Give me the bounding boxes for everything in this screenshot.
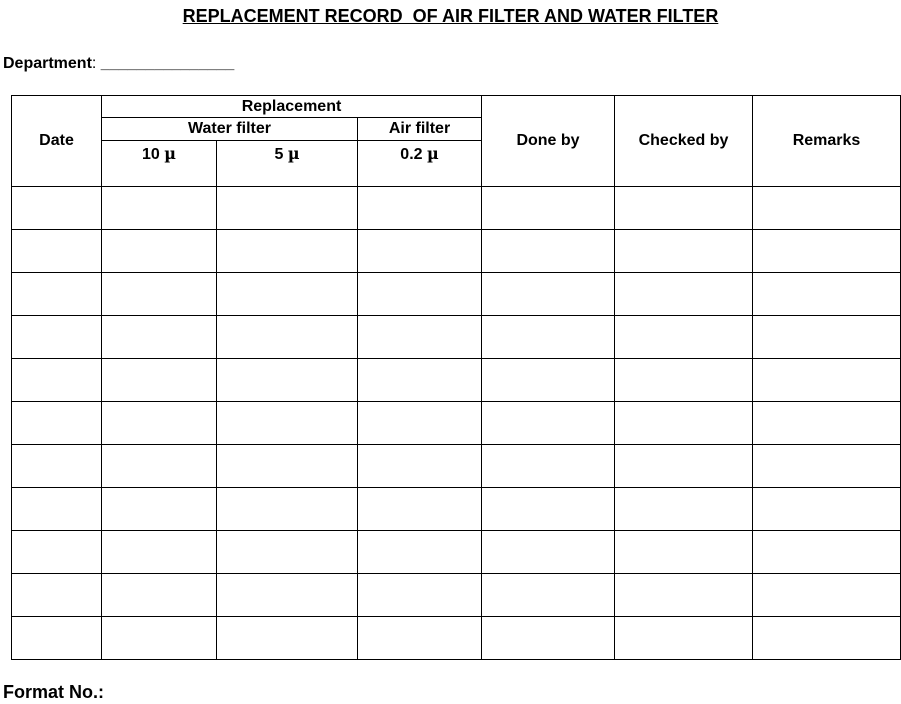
water-5-cell[interactable]: [217, 316, 358, 359]
done-by-cell[interactable]: [482, 617, 615, 660]
water-5-cell[interactable]: [217, 445, 358, 488]
remarks-cell[interactable]: [753, 574, 901, 617]
header-row-1: [12, 96, 901, 118]
air-0-2-cell[interactable]: [358, 359, 482, 402]
checked-by-cell[interactable]: [615, 531, 753, 574]
header-air-filter: Air filter: [358, 118, 482, 141]
header-date: Date: [12, 96, 102, 187]
checked-by-cell[interactable]: [615, 617, 753, 660]
date-cell[interactable]: [12, 316, 102, 359]
table-row: [12, 445, 901, 488]
date-cell[interactable]: [12, 359, 102, 402]
header-water-5-micron: [217, 141, 358, 187]
date-cell[interactable]: [12, 273, 102, 316]
table-row: [12, 316, 901, 359]
table-row: [12, 187, 901, 230]
air-0-2-value: 0.2: [400, 146, 427, 163]
remarks-cell[interactable]: [753, 402, 901, 445]
water-5-cell[interactable]: [217, 488, 358, 531]
checked-by-cell[interactable]: [615, 359, 753, 402]
header-air-0-2-micron: [358, 141, 482, 187]
water-10-value: 10: [142, 146, 165, 163]
header-water-filter: Water filter: [102, 118, 358, 141]
table-row: [12, 531, 901, 574]
remarks-cell[interactable]: [753, 617, 901, 660]
format-number-label: Format No.:: [3, 682, 104, 702]
remarks-cell[interactable]: [753, 445, 901, 488]
date-cell[interactable]: [12, 445, 102, 488]
water-5-cell[interactable]: [217, 187, 358, 230]
water-10-cell[interactable]: [102, 316, 217, 359]
table-row: [12, 617, 901, 660]
air-0-2-cell[interactable]: [358, 617, 482, 660]
water-5-cell[interactable]: [217, 531, 358, 574]
remarks-cell[interactable]: [753, 273, 901, 316]
water-10-cell[interactable]: [102, 402, 217, 445]
micron-symbol: µ: [287, 144, 300, 163]
air-0-2-cell[interactable]: [358, 574, 482, 617]
done-by-cell[interactable]: [482, 187, 615, 230]
department-label: Department: [3, 55, 92, 72]
remarks-cell[interactable]: [753, 488, 901, 531]
air-0-2-cell[interactable]: [358, 445, 482, 488]
date-cell[interactable]: [12, 574, 102, 617]
water-10-cell[interactable]: [102, 488, 217, 531]
air-0-2-cell[interactable]: [358, 187, 482, 230]
done-by-cell[interactable]: [482, 445, 615, 488]
checked-by-cell[interactable]: [615, 488, 753, 531]
water-10-cell[interactable]: [102, 445, 217, 488]
date-cell[interactable]: [12, 531, 102, 574]
checked-by-cell[interactable]: [615, 316, 753, 359]
air-0-2-cell[interactable]: [358, 531, 482, 574]
table-row: [12, 273, 901, 316]
water-5-cell[interactable]: [217, 359, 358, 402]
header-water-10-micron: [102, 141, 217, 187]
water-5-cell[interactable]: [217, 617, 358, 660]
air-0-2-cell[interactable]: [358, 488, 482, 531]
document-title: REPLACEMENT RECORD OF AIR FILTER AND WATER FILTER: [182, 6, 719, 26]
replacement-record-table: [11, 95, 901, 660]
department-line: [3, 55, 234, 73]
done-by-cell[interactable]: [482, 359, 615, 402]
water-5-cell[interactable]: [217, 273, 358, 316]
air-0-2-cell[interactable]: [358, 316, 482, 359]
water-10-cell[interactable]: [102, 617, 217, 660]
remarks-cell[interactable]: [753, 230, 901, 273]
done-by-cell[interactable]: [482, 574, 615, 617]
date-cell[interactable]: [12, 230, 102, 273]
done-by-cell[interactable]: [482, 316, 615, 359]
header-done-by: Done by: [482, 96, 615, 187]
water-10-cell[interactable]: [102, 531, 217, 574]
remarks-cell[interactable]: [753, 316, 901, 359]
header-replacement: Replacement: [102, 96, 482, 118]
air-0-2-cell[interactable]: [358, 273, 482, 316]
micron-symbol: µ: [164, 144, 176, 163]
water-10-cell[interactable]: [102, 574, 217, 617]
remarks-cell[interactable]: [753, 187, 901, 230]
checked-by-cell[interactable]: [615, 187, 753, 230]
header-checked-by: Checked by: [615, 96, 753, 187]
micron-symbol: µ: [426, 144, 439, 163]
table-row: [12, 230, 901, 273]
department-blank: _______________: [96, 55, 235, 72]
water-5-cell[interactable]: [217, 230, 358, 273]
date-cell[interactable]: [12, 617, 102, 660]
water-10-cell[interactable]: [102, 273, 217, 316]
water-10-cell[interactable]: [102, 359, 217, 402]
date-cell[interactable]: [12, 488, 102, 531]
checked-by-cell[interactable]: [615, 273, 753, 316]
checked-by-cell[interactable]: [615, 230, 753, 273]
air-0-2-cell[interactable]: [358, 402, 482, 445]
water-5-cell[interactable]: [217, 402, 358, 445]
water-10-cell[interactable]: [102, 187, 217, 230]
date-cell[interactable]: [12, 187, 102, 230]
table-row: [12, 488, 901, 531]
water-10-cell[interactable]: [102, 230, 217, 273]
table-row: [12, 359, 901, 402]
checked-by-cell[interactable]: [615, 402, 753, 445]
checked-by-cell[interactable]: [615, 445, 753, 488]
done-by-cell[interactable]: [482, 531, 615, 574]
done-by-cell[interactable]: [482, 230, 615, 273]
remarks-cell[interactable]: [753, 359, 901, 402]
remarks-cell[interactable]: [753, 531, 901, 574]
water-5-cell[interactable]: [217, 574, 358, 617]
done-by-cell[interactable]: [482, 402, 615, 445]
header-remarks: Remarks: [753, 96, 901, 187]
water-5-value: 5: [274, 146, 288, 163]
done-by-cell[interactable]: [482, 273, 615, 316]
date-cell[interactable]: [12, 402, 102, 445]
checked-by-cell[interactable]: [615, 574, 753, 617]
table-row: [12, 402, 901, 445]
department-colon: :: [91, 55, 97, 72]
table-row: [12, 574, 901, 617]
done-by-cell[interactable]: [482, 488, 615, 531]
air-0-2-cell[interactable]: [358, 230, 482, 273]
